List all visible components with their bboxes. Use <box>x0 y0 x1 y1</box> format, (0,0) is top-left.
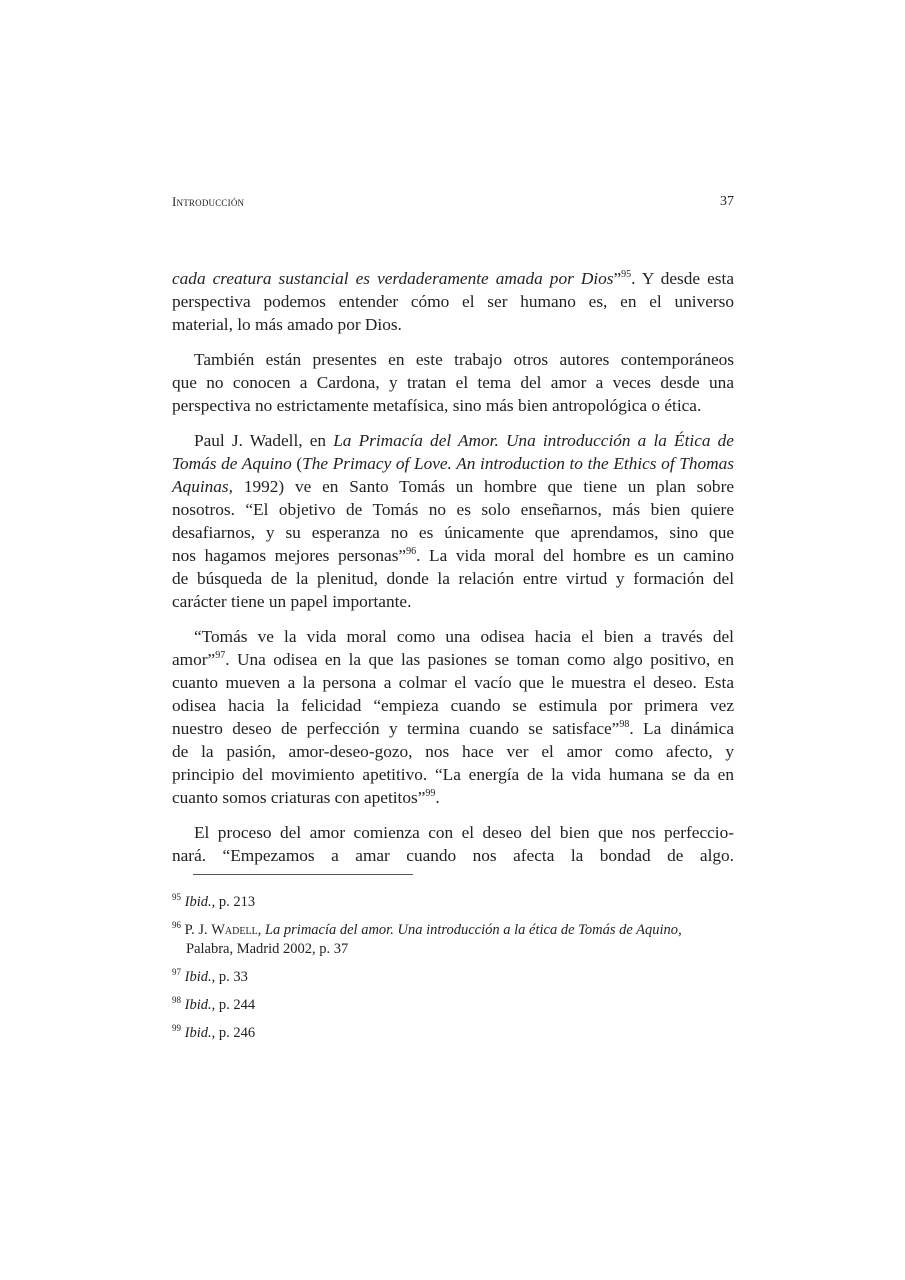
text-run: ” <box>613 269 622 288</box>
footnote <box>172 1024 734 1043</box>
text-line <box>172 648 734 671</box>
text-run: El proceso del amor comienza con el deseo del bien que nos perfeccio- <box>194 823 734 842</box>
text-run: principio del movimiento apetitivo. “La energía de la vida humana se da en <box>172 765 734 784</box>
text-run: , p. 33 <box>211 969 248 985</box>
text-run: nará. “Empezamos a amar cuando nos afecta la bondad de algo. <box>172 846 734 865</box>
text-run: . <box>435 788 440 807</box>
text-run: . La dinámica <box>629 719 734 738</box>
footnote-reference: 99 <box>425 788 436 799</box>
running-title: Introducción <box>172 194 245 209</box>
text-run: odisea hacia la felicidad “empieza cuando se estimula por primera vez <box>172 696 734 715</box>
footnote <box>172 921 734 959</box>
text-run: que no conocen a Cardona, y tratan el tema del amor a veces desde una <box>172 373 734 392</box>
footnote-line <box>172 968 734 987</box>
paragraph <box>172 267 734 336</box>
text-run: La Primacía del Amor. Una introducción a la Ética de <box>333 431 734 450</box>
footnote <box>172 996 734 1015</box>
text-run: La primacía del amor. Una introducción a la ética de Tomás de Aquino <box>264 922 679 938</box>
text-run: . Y desde esta <box>631 269 734 288</box>
text-run: de la pasión, amor-deseo-gozo, nos hace ver el amor como afecto, y <box>172 742 734 761</box>
text-run: Ibid. <box>184 1025 212 1041</box>
text-run: nos hagamos mejores personas” <box>172 546 407 565</box>
paragraph <box>172 625 734 809</box>
text-run: carácter tiene un papel importante. <box>172 592 412 611</box>
text-line <box>172 290 734 313</box>
text-run: perspectiva no estrictamente metafísica, sino más bien antropológica o ética. <box>172 396 702 415</box>
body-text <box>172 267 734 879</box>
footnote-reference: 97 <box>215 650 226 661</box>
paragraph <box>172 348 734 417</box>
text-line <box>172 590 734 613</box>
text-run: ( <box>291 454 303 473</box>
running-header <box>172 194 734 212</box>
text-run: The Primacy of Love. An introduction to the Ethics of Thomas <box>302 454 734 473</box>
footnote-reference: 98 <box>619 719 630 730</box>
text-run: Tomás de Aquino <box>172 454 292 473</box>
paragraph <box>172 429 734 613</box>
text-line <box>172 625 734 648</box>
paragraph <box>172 821 734 867</box>
text-line <box>172 498 734 521</box>
text-run: . Una odisea en la que las pasiones se toman como algo positivo, en <box>225 650 734 669</box>
text-line <box>172 544 734 567</box>
text-line <box>172 371 734 394</box>
text-run: Paul J. Wadell, en <box>194 431 334 450</box>
text-line <box>172 521 734 544</box>
footnote-separator <box>193 874 413 875</box>
text-run: perspectiva podemos entender cómo el ser humano es, en el universo <box>172 292 734 311</box>
text-run: P. J. <box>184 922 212 938</box>
text-run: Aquinas, <box>172 477 233 496</box>
text-run: cuanto mueven a la persona a colmar el vacío que le muestra el deseo. Esta <box>172 673 734 692</box>
text-run: 1992) ve en Santo Tomás un hombre que tiene un plan sobre <box>232 477 734 496</box>
footnote <box>172 893 734 912</box>
text-run: , <box>257 922 265 938</box>
text-run: de búsqueda de la plenitud, donde la relación entre virtud y formación del <box>172 569 734 588</box>
text-run: material, lo más amado por Dios. <box>172 315 402 334</box>
footnote-line <box>172 940 734 959</box>
text-line <box>172 844 734 867</box>
text-line <box>172 567 734 590</box>
text-run: , p. 244 <box>211 997 256 1013</box>
text-line <box>172 348 734 371</box>
text-run: Ibid. <box>184 969 212 985</box>
footnote-number: 98 <box>172 995 181 1005</box>
footnote-reference: 96 <box>406 546 417 557</box>
text-run: desafiarnos, y su esperanza no es únicamente que aprendamos, sino que <box>172 523 734 542</box>
text-line <box>172 786 734 809</box>
text-run: “Tomás ve la vida moral como una odisea hacia el bien a través del <box>194 627 734 646</box>
footnote-number: 96 <box>172 920 181 930</box>
text-run: nosotros. “El objetivo de Tomás no es solo enseñarnos, más bien quiere <box>172 500 734 519</box>
text-run: También están presentes en este trabajo otros autores contemporáneos <box>194 350 734 369</box>
text-run: Ibid. <box>184 894 212 910</box>
text-line <box>172 313 734 336</box>
footnote-line <box>172 893 734 912</box>
text-line <box>172 740 734 763</box>
text-line <box>172 452 734 475</box>
text-line <box>172 429 734 452</box>
page-number: 37 <box>720 194 734 209</box>
text-run: Ibid. <box>184 997 212 1013</box>
text-run: amor” <box>172 650 216 669</box>
footnote-line <box>172 921 734 940</box>
text-line <box>172 475 734 498</box>
footnotes <box>172 893 734 1052</box>
text-run: cuanto somos criaturas con apetitos” <box>172 788 426 807</box>
text-run: Wadell <box>211 922 258 938</box>
text-line <box>172 717 734 740</box>
text-run: Palabra, Madrid 2002, p. 37 <box>186 941 349 957</box>
footnote-line <box>172 1024 734 1043</box>
text-run: nuestro deseo de perfección y termina cuando se satisface” <box>172 719 620 738</box>
text-line <box>172 694 734 717</box>
text-line <box>172 821 734 844</box>
text-run: cada creatura sustancial es verdaderamente amada por Dios <box>172 269 614 288</box>
footnote-number: 95 <box>172 892 181 902</box>
text-run: , <box>678 922 682 938</box>
footnote <box>172 968 734 987</box>
text-run: , p. 246 <box>211 1025 256 1041</box>
text-line <box>172 671 734 694</box>
text-run: , p. 213 <box>211 894 256 910</box>
footnote-number: 97 <box>172 967 181 977</box>
footnote-reference: 95 <box>621 269 632 280</box>
footnote-line <box>172 996 734 1015</box>
text-line <box>172 763 734 786</box>
text-line <box>172 394 734 417</box>
footnote-number: 99 <box>172 1023 181 1033</box>
text-line <box>172 267 734 290</box>
text-run: . La vida moral del hombre es un camino <box>416 546 734 565</box>
